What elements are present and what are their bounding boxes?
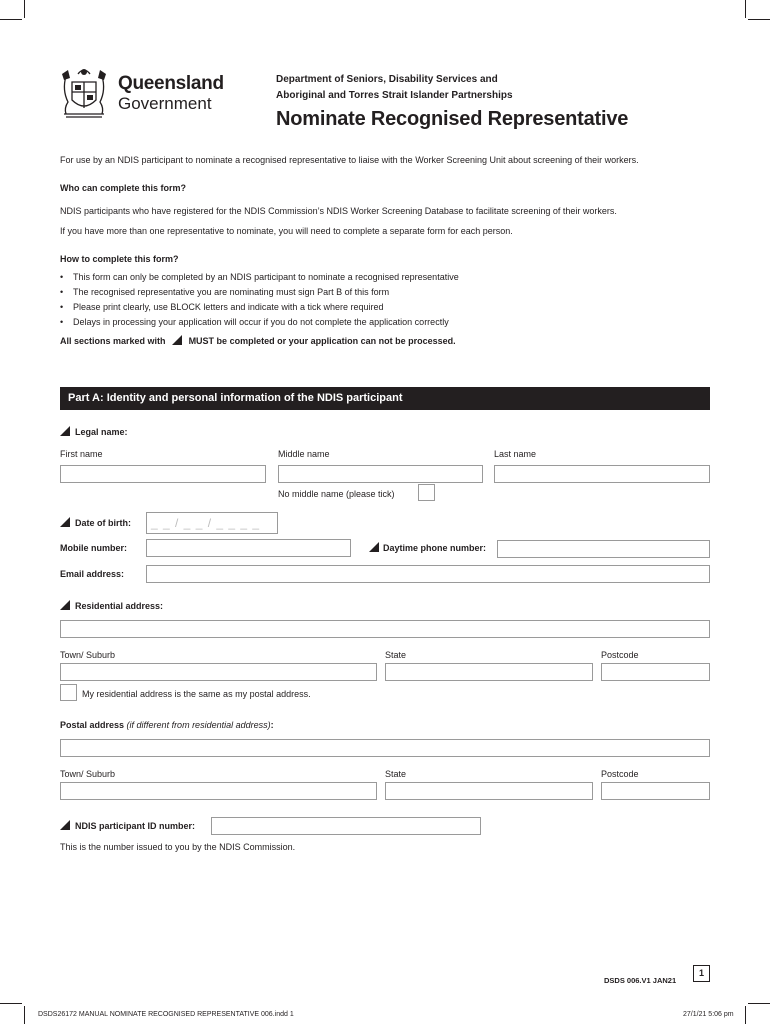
purpose-text: For use by an NDIS participant to nominate a recognised representative to liaise with the Worker Screening Unit about screening of their workers. — [60, 155, 639, 165]
legal-name-label — [60, 426, 128, 438]
middle-name-field[interactable] — [278, 465, 483, 483]
crop-mark — [745, 0, 746, 18]
black-triangle-icon — [172, 335, 182, 345]
dob-label — [60, 517, 131, 529]
no-middle-name-label: No middle name (please tick) — [278, 489, 395, 499]
email-field[interactable] — [146, 565, 710, 583]
town-label: Town/ Suburb — [60, 650, 116, 660]
residential-label — [60, 600, 163, 612]
crop-mark — [745, 1006, 746, 1024]
mobile-field[interactable] — [146, 539, 351, 557]
crop-mark — [748, 1003, 770, 1004]
mandatory-note — [60, 335, 456, 347]
postcode-label-2: Postcode — [601, 769, 639, 779]
same-address-label: My residential address is the same as my postal address. — [82, 689, 311, 699]
form-code: DSDS 006.V1 JAN21 — [604, 976, 677, 985]
last-name-field[interactable] — [494, 465, 710, 483]
mandatory-note-prefix: All sections marked with — [60, 336, 166, 346]
department-name — [276, 72, 513, 104]
list-item: • The recognised representative you are nominating must sign Part B of this form — [60, 285, 459, 300]
dob-field[interactable]: _ _ / _ _ / _ _ _ _ — [146, 512, 278, 534]
ndis-id-note: This is the number issued to you by the NDIS Commission. — [60, 842, 296, 852]
crop-mark — [748, 19, 770, 20]
first-name-field[interactable] — [60, 465, 266, 483]
same-address-checkbox[interactable] — [60, 684, 77, 701]
ndis-id-label — [60, 820, 195, 832]
middle-name-label: Middle name — [278, 449, 330, 459]
list-item: • Delays in processing your application will occur if you do not complete the application correctly — [60, 315, 459, 330]
last-name-label: Last name — [494, 449, 537, 459]
email-label: Email address: — [60, 569, 125, 579]
list-item: • This form can only be completed by an NDIS participant to nominate a recognised representative — [60, 270, 459, 285]
instruction-list — [60, 270, 459, 330]
print-timestamp: 27/1/21 5:06 pm — [683, 1011, 734, 1018]
postal-postcode-field[interactable] — [601, 782, 710, 800]
crop-mark — [0, 19, 22, 20]
file-name: DSDS26172 MANUAL NOMINATE RECOGNISED REPRESENTATIVE 006.indd 1 — [38, 1011, 294, 1018]
part-a-heading: Part A: Identity and personal information of the NDIS participant — [60, 387, 710, 410]
first-name-label: First name — [60, 449, 103, 459]
crop-mark — [24, 0, 25, 18]
postal-label — [60, 719, 274, 731]
list-item: • Please print clearly, use BLOCK letters and indicate with a tick where required — [60, 300, 459, 315]
department-line1: Department of Seniors, Disability Services and — [276, 74, 498, 85]
postcode-field[interactable] — [601, 663, 710, 681]
state-label-2: State — [385, 769, 407, 779]
ndis-id-text: NDIS participant ID number: — [75, 821, 196, 831]
who-text-1: NDIS participants who have registered for the NDIS Commission’s NDIS Worker Screening Database to facilitate screening of their workers. — [60, 206, 617, 216]
black-triangle-icon — [60, 426, 70, 436]
who-text-2: If you have more than one representative to nominate, you will need to complete a separate form for each person. — [60, 226, 513, 236]
black-triangle-icon — [60, 600, 70, 610]
town-label-2: Town/ Suburb — [60, 769, 116, 779]
form-title: Nominate Recognised Representative — [276, 108, 629, 130]
town-field[interactable] — [60, 663, 377, 681]
black-triangle-icon — [369, 542, 379, 552]
postal-address-field[interactable] — [60, 739, 710, 757]
crop-mark — [24, 1006, 25, 1024]
postal-note: (if different from residential address) — [126, 720, 271, 730]
postcode-label: Postcode — [601, 650, 639, 660]
mandatory-note-suffix: MUST be completed or your application can not be processed. — [188, 336, 456, 346]
daytime-phone-label — [369, 542, 486, 554]
logo-wordmark-line2: Government — [118, 94, 212, 113]
mobile-label: Mobile number: — [60, 543, 127, 553]
state-label: State — [385, 650, 407, 660]
page-number: 1 — [693, 965, 710, 982]
black-triangle-icon — [60, 517, 70, 527]
ndis-id-field[interactable] — [211, 817, 481, 835]
postal-state-field[interactable] — [385, 782, 593, 800]
no-middle-name-checkbox[interactable] — [418, 484, 435, 501]
department-line2: Aboriginal and Torres Strait Islander Partnerships — [276, 90, 513, 101]
dob-text: Date of birth: — [75, 518, 131, 528]
queensland-government-logo — [58, 64, 223, 120]
state-field[interactable] — [385, 663, 593, 681]
logo-wordmark-line1: Queensland — [118, 73, 224, 94]
residential-address-field[interactable] — [60, 620, 710, 638]
black-triangle-icon — [60, 820, 70, 830]
queensland-crest-icon — [58, 64, 110, 120]
who-heading: Who can complete this form? — [60, 183, 187, 193]
crop-mark — [0, 1003, 22, 1004]
postal-colon: : — [270, 720, 274, 730]
daytime-phone-field[interactable] — [497, 540, 710, 558]
how-heading: How to complete this form? — [60, 254, 179, 264]
residential-text: Residential address: — [75, 601, 164, 611]
postal-label-text: Postal address — [60, 720, 125, 730]
postal-town-field[interactable] — [60, 782, 377, 800]
daytime-phone-text: Daytime phone number: — [383, 543, 487, 553]
legal-name-text: Legal name: — [75, 427, 128, 437]
